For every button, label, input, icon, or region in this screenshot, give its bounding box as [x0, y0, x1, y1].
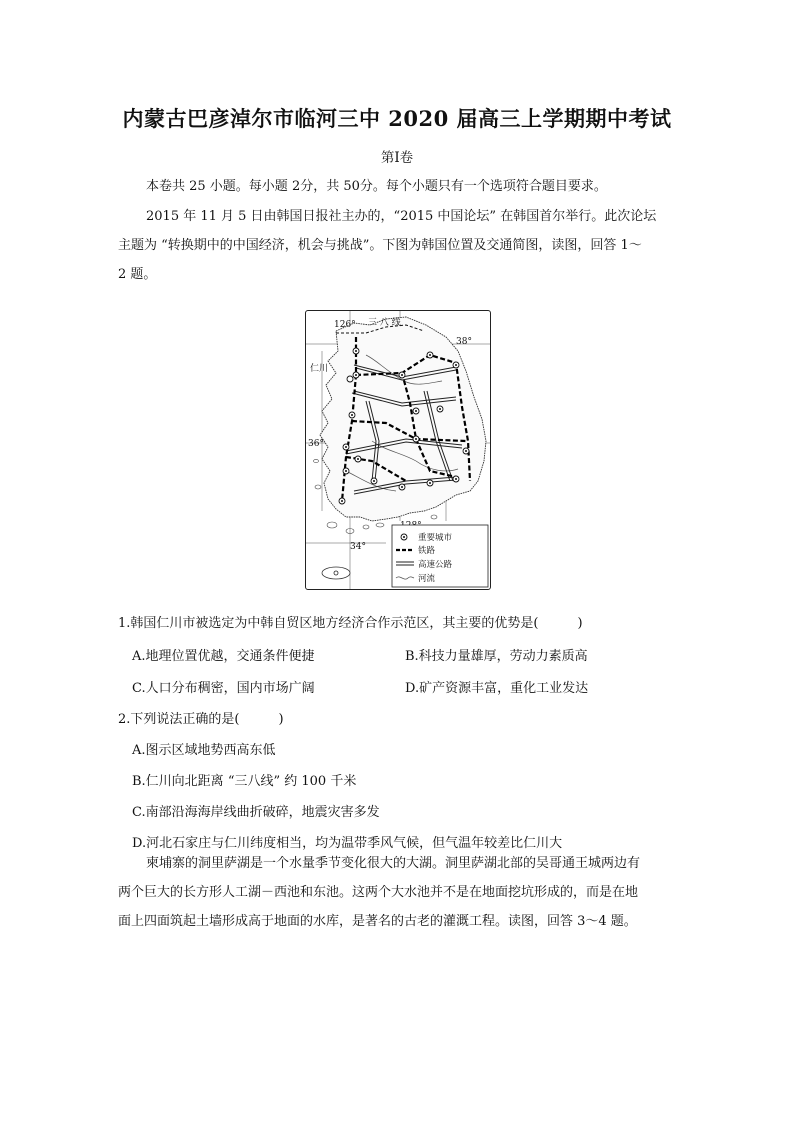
legend-railway: 铁路	[418, 546, 436, 556]
q1-option-c: C.人口分布稠密，国内市场广阔	[132, 681, 315, 696]
passage-1-line-2: 主题为 “转换期中的中国经济，机会与挑战”。下图为韩国位置及交通简图，读图，回答 1～	[118, 238, 642, 253]
jeju-island	[322, 567, 350, 579]
section-title: 第Ⅰ卷	[380, 150, 414, 166]
label-incheon: 仁川	[310, 364, 329, 374]
question-1-stem: 1.韩国仁川市被选定为中韩自贸区地方经济合作示范区，其主要的优势是( )	[118, 616, 583, 631]
label-36-lat: 36°	[308, 439, 324, 449]
passage-2-line-1: 柬埔寨的洞里萨湖是一个水量季节变化很大的大湖。洞里萨湖北部的吴哥通王城两边有	[146, 856, 641, 871]
page-title: 内蒙古巴彦淖尔市临河三中 2020 届高三上学期期中考试	[122, 106, 672, 131]
label-38-lat: 38°	[456, 337, 472, 347]
passage-1	[118, 202, 688, 289]
intro-text: 本卷共 25 小题。每小题 2分，共 50分。每个小题只有一个选项符合题目要求。	[146, 179, 607, 194]
q1-option-b: B.科技力量雄厚，劳动力素质高	[405, 649, 588, 664]
question-2-stem: 2.下列说法正确的是( )	[118, 712, 284, 727]
peninsula-outline	[320, 317, 486, 521]
legend-river: 河流	[418, 574, 436, 584]
passage-1-line-1: 2015 年 11 月 5 日由韩国日报社主办的，“2015 中国论坛” 在韩国首尔举行。此次论坛	[146, 209, 657, 224]
passage-2	[118, 849, 688, 936]
q2-option-b: B.仁川向北距离 “三八线” 约 100 千米	[132, 774, 357, 789]
q2-option-a: A.图示区域地势西高东低	[132, 743, 276, 758]
map-svg	[306, 311, 490, 589]
label-38-line: 三 八 线	[368, 318, 401, 328]
q1-option-a: A.地理位置优越，交通条件便捷	[132, 649, 315, 664]
passage-1-line-3: 2 题。	[118, 267, 157, 282]
label-34-lat: 34°	[350, 542, 366, 552]
q2-option-c: C.南部沿海海岸线曲折破碎，地震灾害多发	[132, 805, 380, 820]
map-legend	[392, 525, 488, 587]
q1-option-d: D.矿产资源丰富，重化工业发达	[405, 681, 589, 696]
q2-option-d: D.河北石家庄与仁川纬度相当，均为温带季风气候，但气温年较差比仁川大	[132, 836, 563, 851]
label-126: 126°	[334, 320, 356, 330]
korea-transport-map	[305, 310, 491, 590]
passage-2-line-3: 面上四面筑起土墙形成高于地面的水库，是著名的古老的灌溉工程。读图，回答 3～4 题。	[118, 914, 637, 929]
legend-city: 重要城市	[418, 533, 453, 543]
passage-2-line-2: 两个巨大的长方形人工湖－西池和东池。这两个大水池并不是在地面挖坑形成的，而是在地	[118, 885, 639, 900]
legend-highway: 高速公路	[418, 560, 453, 570]
